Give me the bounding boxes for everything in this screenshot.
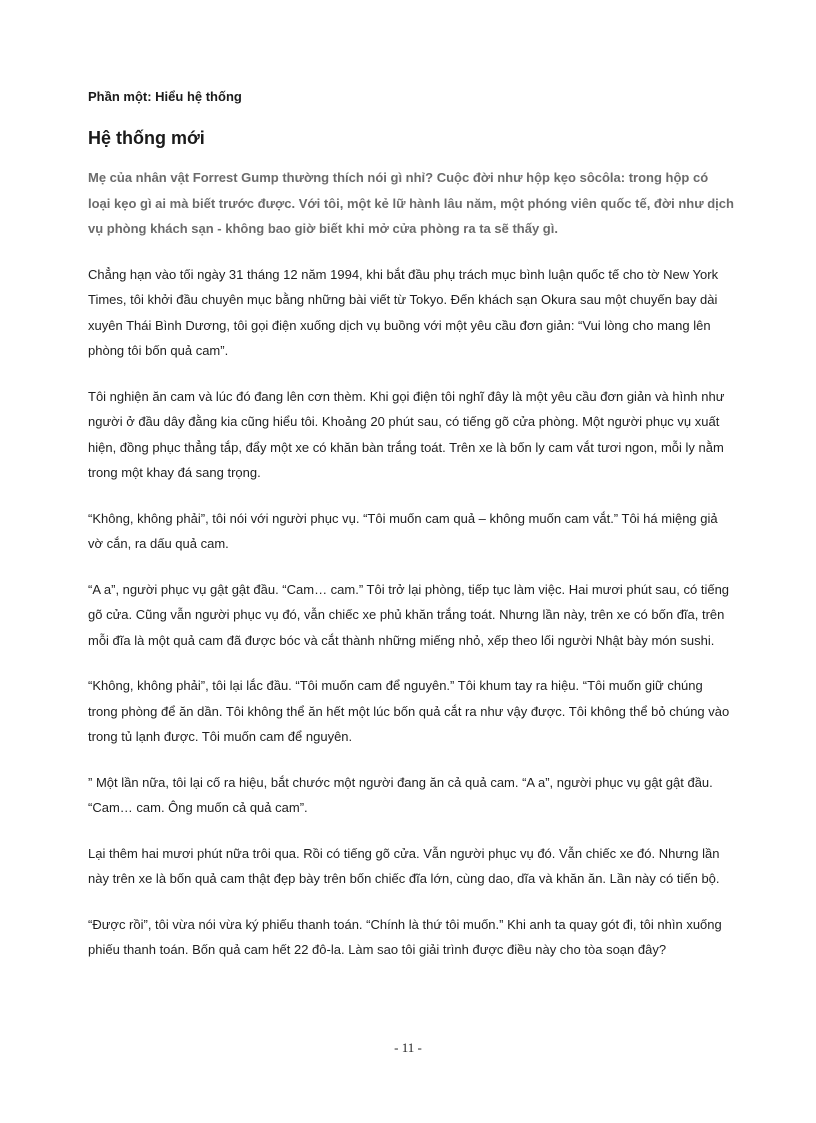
chapter-title: Hệ thống mới <box>88 128 205 148</box>
body-paragraph-4: “A a”, người phục vụ gật gật đầu. “Cam… cam.” Tôi trở lại phòng, tiếp tục làm việc. Hai mươi phút sau, có tiếng gõ cửa. Cũng vẫn người phục vụ đó, vẫn chiếc xe phủ khăn trắng toát. Nhưng lần này, trên xe có bốn đĩa, trên mỗi đĩa là một quả cam đã được bóc và cắt thành những miếng nhỏ, xếp theo lối người Nhật bày món sushi. <box>88 581 730 648</box>
body-paragraph-2: Tôi nghiện ăn cam và lúc đó đang lên cơn thèm. Khi gọi điện tôi nghĩ đây là một yêu cầu đơn giản và hình như người ở đầu dây đằng kia cũng hiểu tôi. Khoảng 20 phút sau, có tiếng gõ cửa phòng. Một người phục vụ xuất hiện, đồng phục thẳng tắp, đẩy một xe có khăn bàn trắng toát. Trên xe là bốn ly cam vắt tươi ngon, mỗi ly nằm trong một khay đá sang trọng. <box>88 388 725 480</box>
body-paragraph-7: Lại thêm hai mươi phút nữa trôi qua. Rồi có tiếng gõ cửa. Vẫn người phục vụ đó. Vẫn chiếc xe đó. Nhưng lần này trên xe là bốn quả cam thật đẹp bày trên bốn chiếc đĩa lớn, cùng dao, dĩa và khăn ăn. Lần này có tiến bộ. <box>88 845 720 886</box>
body-paragraph-1: Chẳng hạn vào tối ngày 31 tháng 12 năm 1994, khi bắt đầu phụ trách mục bình luận quốc tế cho tờ New York Times, tôi khởi đầu chuyên mục bằng những bài viết từ Tokyo. Đến khách sạn Okura sau một chuyến bay dài xuyên Thái Bình Dương, tôi gọi điện xuống dịch vụ buồng với một yêu cầu đơn giản: “Vui lòng cho mang lên phòng tôi bốn quả cam”. <box>88 266 719 358</box>
body-paragraph-3: “Không, không phải”, tôi nói với người phục vụ. “Tôi muốn cam quả – không muốn cam vắt.” Tôi há miệng giả vờ cắn, ra dấu quả cam. <box>88 510 718 551</box>
page-content <box>88 88 734 963</box>
body-paragraph-5: “Không, không phải”, tôi lại lắc đầu. “Tôi muốn cam để nguyên.” Tôi khum tay ra hiệu. “Tôi muốn giữ chúng trong phòng để ăn dần. Tôi không thể ăn hết một lúc bốn quả cắt ra như vậy được. Tôi không thể bỏ chúng vào trong tủ lạnh được. Tôi muốn cam để nguyên. <box>88 678 730 744</box>
lead-paragraph: Mẹ của nhân vật Forrest Gump thường thích nói gì nhỉ? Cuộc đời như hộp kẹo sôcôla: trong hộp có loại kẹo gì ai mà biết trước được. Với tôi, một kẻ lữ hành lâu năm, một phóng viên quốc tế, đời như dịch vụ phòng khách sạn - không bao giờ biết khi mở cửa phòng ra ta sẽ thấy gì. <box>88 170 734 236</box>
page-number: - 11 - <box>394 1040 422 1055</box>
body-paragraph-8: “Được rồi”, tôi vừa nói vừa ký phiếu thanh toán. “Chính là thứ tôi muốn.” Khi anh ta quay gót đi, tôi nhìn xuống phiếu thanh toán. Bốn quả cam hết 22 đô-la. Làm sao tôi giải trình được điều này cho tòa soạn đây? <box>88 916 722 957</box>
part-title: Phần một: Hiểu hệ thống <box>88 89 242 104</box>
body-paragraph-6: ” Một lần nữa, tôi lại cố ra hiệu, bắt chước một người đang ăn cả quả cam. “A a”, người phục vụ gật gật đầu. “Cam… cam. Ông muốn cả quả cam”. <box>88 774 713 815</box>
